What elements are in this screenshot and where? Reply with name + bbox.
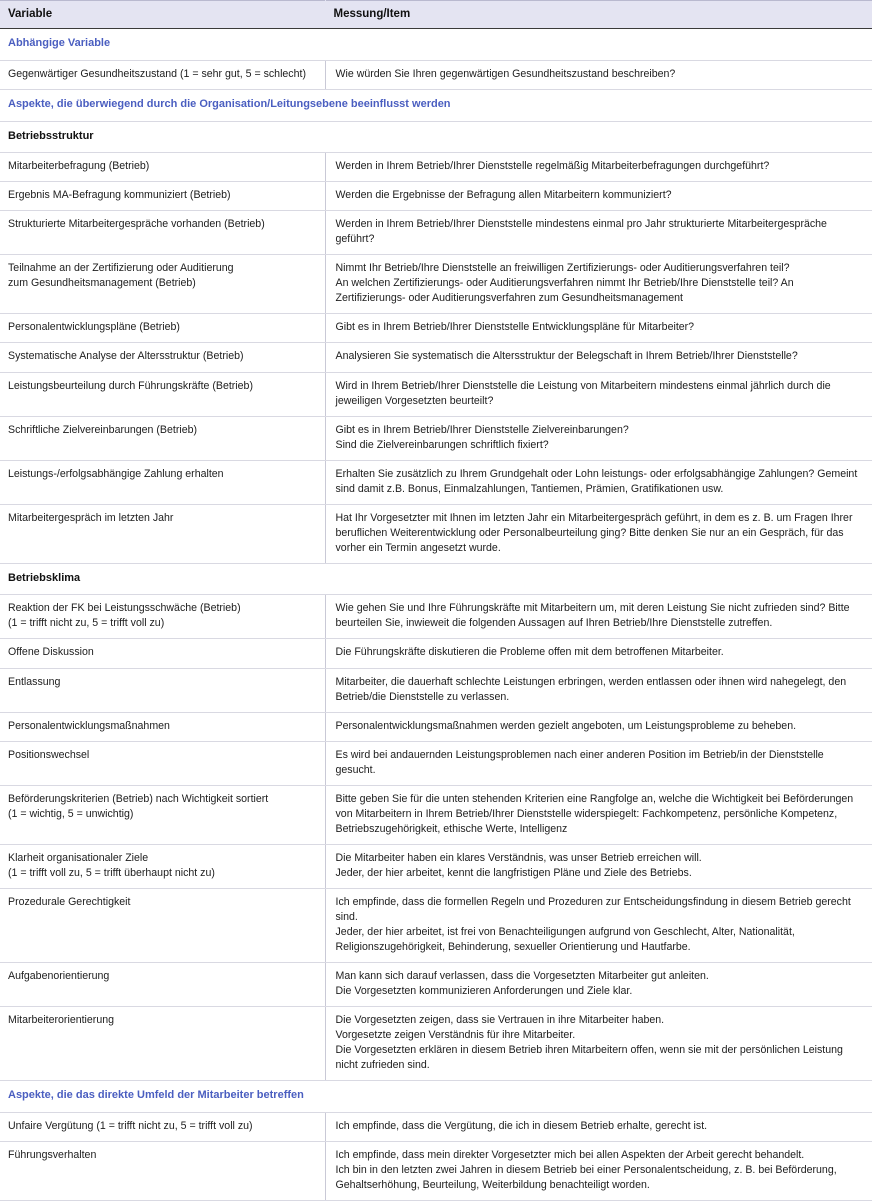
variable-line: Personalentwicklungspläne (Betrieb) (8, 321, 180, 334)
cell-variable (0, 639, 325, 668)
cell-messung (325, 153, 872, 182)
column-header-variable: Variable (0, 1, 325, 29)
cell-variable (0, 712, 325, 741)
section-header-label: Abhängige Variable (0, 29, 872, 61)
table-row (0, 639, 872, 668)
table-row (0, 460, 872, 504)
cell-messung (325, 314, 872, 343)
messung-line: Ich empfinde, dass mein direkter Vorgesetzter mich bei allen Aspekten der Arbeit gerecht behandelt. (335, 1148, 805, 1161)
cell-variable (0, 460, 325, 504)
variable-line: Personalentwicklungsmaßnahmen (8, 719, 170, 732)
cell-messung (325, 1007, 872, 1081)
messung-line: Nimmt Ihr Betrieb/Ihre Dienststelle an freiwilligen Zertifizierungs- oder Auditierungsverfahren teil? (335, 262, 790, 275)
cell-variable (0, 888, 325, 962)
messung-line: Jeder, der hier arbeitet, kennt die langfristigen Pläne und Ziele des Betriebs. (335, 866, 692, 879)
cell-variable (0, 741, 325, 785)
variable-line: Beförderungskriterien (Betrieb) nach Wichtigkeit sortiert (8, 792, 269, 805)
variable-line: zum Gesundheitsmanagement (Betrieb) (8, 277, 196, 290)
messung-line: Die Vorgesetzten kommunizieren Anforderungen und Ziele klar. (335, 984, 633, 997)
table-row (0, 962, 872, 1006)
cell-variable (0, 416, 325, 460)
section-header-row (0, 121, 872, 153)
cell-messung (325, 785, 872, 844)
cell-variable (0, 785, 325, 844)
cell-messung (325, 211, 872, 255)
table-row (0, 1141, 872, 1200)
cell-variable (0, 211, 325, 255)
variable-line: Aufgabenorientierung (8, 969, 110, 982)
cell-messung (325, 741, 872, 785)
cell-messung (325, 668, 872, 712)
variable-line: Führungsverhalten (8, 1148, 97, 1161)
section-header-row (0, 563, 872, 595)
table-row (0, 255, 872, 314)
messung-line: Erhalten Sie zusätzlich zu Ihrem Grundgehalt oder Lohn leistungs- oder erfolgsabhängige Zahlungen? Gemeint sind damit z.B. Bonus, Einmalzahlungen, Tantiemen, Prämien, Gratifikationen usw. (335, 467, 858, 495)
cell-messung (325, 712, 872, 741)
variable-line: Leistungsbeurteilung durch Führungskräfte (Betrieb) (8, 379, 253, 392)
section-header-row (0, 1081, 872, 1113)
table-row (0, 712, 872, 741)
cell-variable (0, 595, 325, 639)
variable-line: Gegenwärtiger Gesundheitszustand (1 = sehr gut, 5 = schlecht) (8, 67, 306, 80)
variable-line: Strukturierte Mitarbeitergespräche vorhanden (Betrieb) (8, 218, 265, 231)
variable-line: Ergebnis MA-Befragung kommuniziert (Betrieb) (8, 189, 231, 202)
messung-line: Personalentwicklungsmaßnahmen werden gezielt angeboten, um Leistungsprobleme zu beheben. (335, 719, 797, 732)
cell-messung (325, 460, 872, 504)
cell-variable (0, 255, 325, 314)
cell-messung (325, 639, 872, 668)
cell-messung (325, 60, 872, 89)
cell-messung (325, 416, 872, 460)
cell-variable (0, 60, 325, 89)
section-header-label: Betriebsklima (0, 563, 872, 595)
variable-line: Reaktion der FK bei Leistungsschwäche (Betrieb) (8, 602, 241, 615)
table-row (0, 741, 872, 785)
messung-line: Wie würden Sie Ihren gegenwärtigen Gesundheitszustand beschreiben? (335, 67, 676, 80)
cell-messung (325, 595, 872, 639)
messung-line: Jeder, der hier arbeitet, ist frei von Benachteiligungen aufgrund von Geschlecht, Alter, Nationalität, Religionszugehörigkeit, Behinderung, sexueller Orientierung und Hautfarbe. (335, 925, 795, 953)
table-row (0, 1112, 872, 1141)
section-header-row (0, 29, 872, 61)
cell-variable (0, 153, 325, 182)
table-row (0, 595, 872, 639)
messung-line: Mitarbeiter, die dauerhaft schlechte Leistungen erbringen, werden entlassen oder ihnen wird nahegelegt, den Betrieb/die Dienststelle zu verlassen. (335, 675, 847, 703)
table-row (0, 844, 872, 888)
messung-line: Wird in Ihrem Betrieb/Ihrer Dienststelle die Leistung von Mitarbeitern mindestens einmal jährlich durch die jeweiligen Vorgesetzten beurteilt? (335, 379, 831, 407)
variable-line: Mitarbeiterorientierung (8, 1014, 114, 1026)
cell-messung (325, 255, 872, 314)
table-row (0, 504, 872, 563)
messung-line: Ich empfinde, dass die formellen Regeln und Prozeduren zur Entscheidungsfindung in diesem Betrieb gerecht sind. (335, 895, 851, 923)
messung-line: Werden in Ihrem Betrieb/Ihrer Dienststelle regelmäßig Mitarbeiterbefragungen durchgeführt? (335, 160, 770, 173)
table-header-row (0, 1, 872, 29)
cell-variable (0, 962, 325, 1006)
variable-line: (1 = trifft voll zu, 5 = trifft überhaupt nicht zu) (8, 866, 215, 879)
cell-variable (0, 182, 325, 211)
cell-messung (325, 504, 872, 563)
messung-line: Hat Ihr Vorgesetzter mit Ihnen im letzten Jahr ein Mitarbeitergespräch geführt, in dem es z. B. um Fragen Ihrer beruflichen Weiterentwicklung oder Personalbeurteilung ging? Bitte denken Sie nur an ein Gespräch, für das vorher ein Termin angesetzt wurde. (335, 511, 853, 554)
table-body (0, 29, 872, 1200)
table-row (0, 153, 872, 182)
cell-messung (325, 1112, 872, 1141)
section-header-label: Betriebsstruktur (0, 121, 872, 153)
cell-variable (0, 844, 325, 888)
cell-messung (325, 372, 872, 416)
table-header (0, 1, 872, 29)
variable-line: Klarheit organisationaler Ziele (8, 851, 149, 864)
variable-line: Systematische Analyse der Altersstruktur (Betrieb) (8, 350, 244, 363)
cell-variable (0, 343, 325, 372)
table-row (0, 60, 872, 89)
messung-line: Die Vorgesetzten zeigen, dass sie Vertrauen in ihre Mitarbeiter haben. (335, 1014, 665, 1026)
cell-variable (0, 1112, 325, 1141)
messung-line: Gibt es in Ihrem Betrieb/Ihrer Dienststelle Entwicklungspläne für Mitarbeiter? (335, 321, 695, 334)
table-row (0, 888, 872, 962)
cell-variable (0, 1007, 325, 1081)
cell-messung (325, 962, 872, 1006)
messung-line: Werden die Ergebnisse der Befragung allen Mitarbeitern kommuniziert? (335, 189, 672, 202)
cell-messung (325, 888, 872, 962)
messung-line: Man kann sich darauf verlassen, dass die Vorgesetzten Mitarbeiter gut anleiten. (335, 969, 709, 982)
cell-variable (0, 668, 325, 712)
messung-line: Gibt es in Ihrem Betrieb/Ihrer Dienststelle Zielvereinbarungen? (335, 423, 629, 436)
cell-variable (0, 504, 325, 563)
table-row (0, 314, 872, 343)
section-header-row (0, 90, 872, 122)
variable-line: Schriftliche Zielvereinbarungen (Betrieb) (8, 423, 198, 436)
section-header-label: Aspekte, die überwiegend durch die Organisation/Leitungsebene beeinflusst werden (0, 90, 872, 122)
column-header-messung: Messung/Item (325, 1, 872, 29)
messung-line: Die Führungskräfte diskutieren die Probleme offen mit dem betroffenen Mitarbeiter. (335, 646, 724, 659)
messung-line: Die Vorgesetzten erklären in diesem Betrieb ihren Mitarbeitern offen, wenn sie mit der persönlichen Leistung nicht zufrieden sind. (335, 1044, 843, 1072)
table-row (0, 211, 872, 255)
table-row (0, 372, 872, 416)
cell-messung (325, 1141, 872, 1200)
table-row (0, 416, 872, 460)
variable-line: (1 = trifft nicht zu, 5 = trifft voll zu) (8, 617, 165, 630)
messung-line: An welchen Zertifizierungs- oder Auditierungsverfahren nimmt Ihr Betrieb/Ihre Dienststelle teil? An Zertifizierungs- oder Auditierungsverfahren zum Gesundheitsmanagement (335, 277, 794, 305)
variable-line: Mitarbeiterbefragung (Betrieb) (8, 160, 150, 173)
variable-line: Offene Diskussion (8, 646, 94, 659)
variable-line: Mitarbeitergespräch im letzten Jahr (8, 511, 174, 524)
variable-line: Positionswechsel (8, 748, 90, 761)
messung-line: Sind die Zielvereinbarungen schriftlich fixiert? (335, 438, 549, 451)
table-row (0, 668, 872, 712)
table-row (0, 182, 872, 211)
variable-line: Teilnahme an der Zertifizierung oder Auditierung (8, 262, 234, 275)
cell-variable (0, 372, 325, 416)
cell-messung (325, 343, 872, 372)
messung-line: Ich empfinde, dass die Vergütung, die ich in diesem Betrieb erhalte, gerecht ist. (335, 1119, 708, 1132)
table-row (0, 785, 872, 844)
messung-line: Wie gehen Sie und Ihre Führungskräfte mit Mitarbeitern um, mit deren Leistung Sie nicht zufrieden sind? Bitte beurteilen Sie, inwieweit die folgenden Aussagen auf Ihren Betrieb/Ihre Dienststelle zutreffen. (335, 602, 850, 630)
table-row (0, 343, 872, 372)
cell-variable (0, 314, 325, 343)
cell-messung (325, 182, 872, 211)
section-header-label: Aspekte, die das direkte Umfeld der Mitarbeiter betreffen (0, 1081, 872, 1113)
cell-messung (325, 844, 872, 888)
variable-line: Unfaire Vergütung (1 = trifft nicht zu, 5 = trifft voll zu) (8, 1119, 253, 1132)
messung-line: Ich bin in den letzten zwei Jahren in diesem Betrieb bei einer Personalentscheidung, z. B. bei Beförderung, Gehaltserhöhung, Beurteilung, Weiterbildung benachteiligt worden. (335, 1163, 837, 1191)
variable-line: Entlassung (8, 675, 61, 688)
messung-line: Es wird bei andauernden Leistungsproblemen nach einer anderen Position im Betrieb/in der Dienststelle gesucht. (335, 748, 824, 776)
variable-line: Leistungs-/erfolgsabhängige Zahlung erhalten (8, 467, 224, 480)
messung-line: Vorgesetzte zeigen Verständnis für ihre Mitarbeiter. (335, 1029, 576, 1042)
variable-line: (1 = wichtig, 5 = unwichtig) (8, 807, 134, 820)
messung-line: Analysieren Sie systematisch die Altersstruktur der Belegschaft in Ihrem Betrieb/Ihrer Dienststelle? (335, 350, 798, 363)
table-row (0, 1007, 872, 1081)
messung-line: Die Mitarbeiter haben ein klares Verständnis, was unser Betrieb erreichen will. (335, 851, 702, 864)
variable-line: Prozedurale Gerechtigkeit (8, 895, 131, 908)
cell-variable (0, 1141, 325, 1200)
messung-line: Werden in Ihrem Betrieb/Ihrer Dienststelle mindestens einmal pro Jahr strukturierte Mitarbeitergespräche geführt? (335, 218, 827, 246)
messung-line: Bitte geben Sie für die unten stehenden Kriterien eine Rangfolge an, welche die Wichtigkeit bei Beförderungen von Mitarbeitern in Ihrem Betrieb/Ihrer Dienststelle widerspiegelt: Fachkompetenz, persönliche Kompetenz, Betriebszugehörigkeit, ethische Werte, Intelligenz (335, 792, 854, 835)
